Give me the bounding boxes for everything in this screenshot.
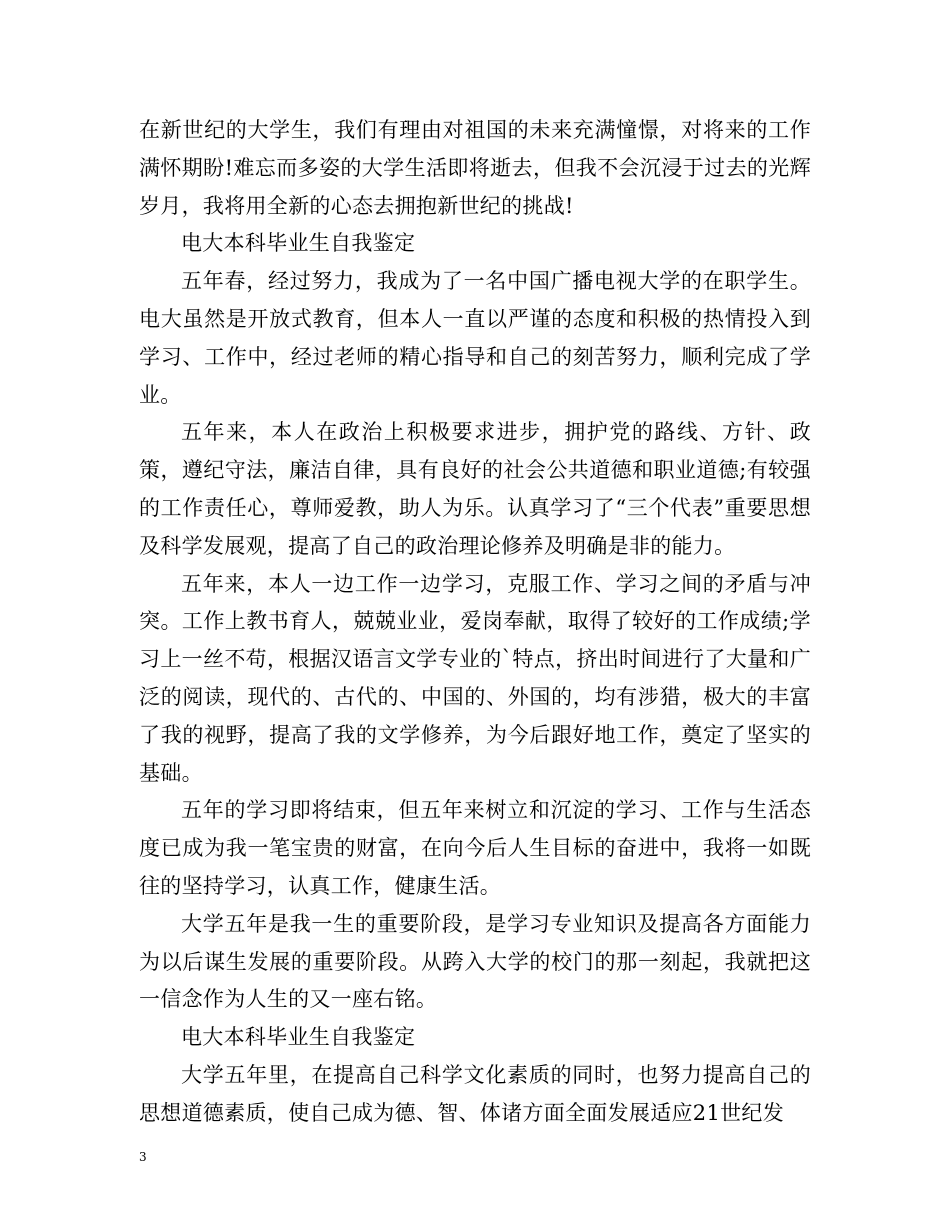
document-body bbox=[139, 112, 811, 1133]
section-heading: 电大本科毕业生自我鉴定 bbox=[181, 231, 416, 256]
paragraph: 五年来，本人一边工作一边学习，克服工作、学习之间的矛盾与冲突。工作上教书育人，兢兢业业，爱岗奉献，取得了较好的工作成绩;学习上一丝不苟，根据汉语言文学专业的`特点，挤出时间进行了大量和广泛的阅读，现代的、古代的、中国的、外国的，均有涉猎，极大的丰富了我的视野，提高了我的文学修养，为今后跟好地工作，奠定了坚实的基础。 bbox=[139, 571, 811, 785]
paragraph: 五年的学习即将结束，但五年来树立和沉淀的学习、工作与生活态度已成为我一笔宝贵的财富，在向今后人生目标的奋进中，我将一如既往的坚持学习，认真工作，健康生活。 bbox=[139, 798, 811, 898]
page-number: 3 bbox=[139, 1150, 147, 1164]
paragraph: 五年来，本人在政治上积极要求进步，拥护党的路线、方针、政策，遵纪守法，廉洁自律，具有良好的社会公共道德和职业道德;有较强的工作责任心，尊师爱教，助人为乐。认真学习了“三个代表”重要思想及科学发展观，提高了自己的政治理论修养及明确是非的能力。 bbox=[139, 420, 811, 558]
section-heading: 电大本科毕业生自我鉴定 bbox=[181, 1025, 416, 1050]
paragraph: 五年春，经过努力，我成为了一名中国广播电视大学的在职学生。电大虽然是开放式教育，但本人一直以严谨的态度和积极的热情投入到学习、工作中，经过老师的精心指导和自己的刻苦努力，顺利完成了学业。 bbox=[139, 269, 811, 407]
paragraph: 大学五年是我一生的重要阶段，是学习专业知识及提高各方面能力为以后谋生发展的重要阶段。从跨入大学的校门的那一刻起，我就把这一信念作为人生的又一座右铭。 bbox=[139, 911, 811, 1012]
paragraph-continuation: 在新世纪的大学生，我们有理由对祖国的未来充满憧憬，对将来的工作满怀期盼!难忘而多姿的大学生活即将逝去，但我不会沉浸于过去的光辉岁月，我将用全新的心态去拥抱新世纪的挑战! bbox=[139, 118, 811, 218]
paragraph: 大学五年里，在提高自己科学文化素质的同时，也努力提高自己的思想道德素质，使自己成为德、智、体诸方面全面发展适应21世纪发 bbox=[139, 1062, 811, 1125]
